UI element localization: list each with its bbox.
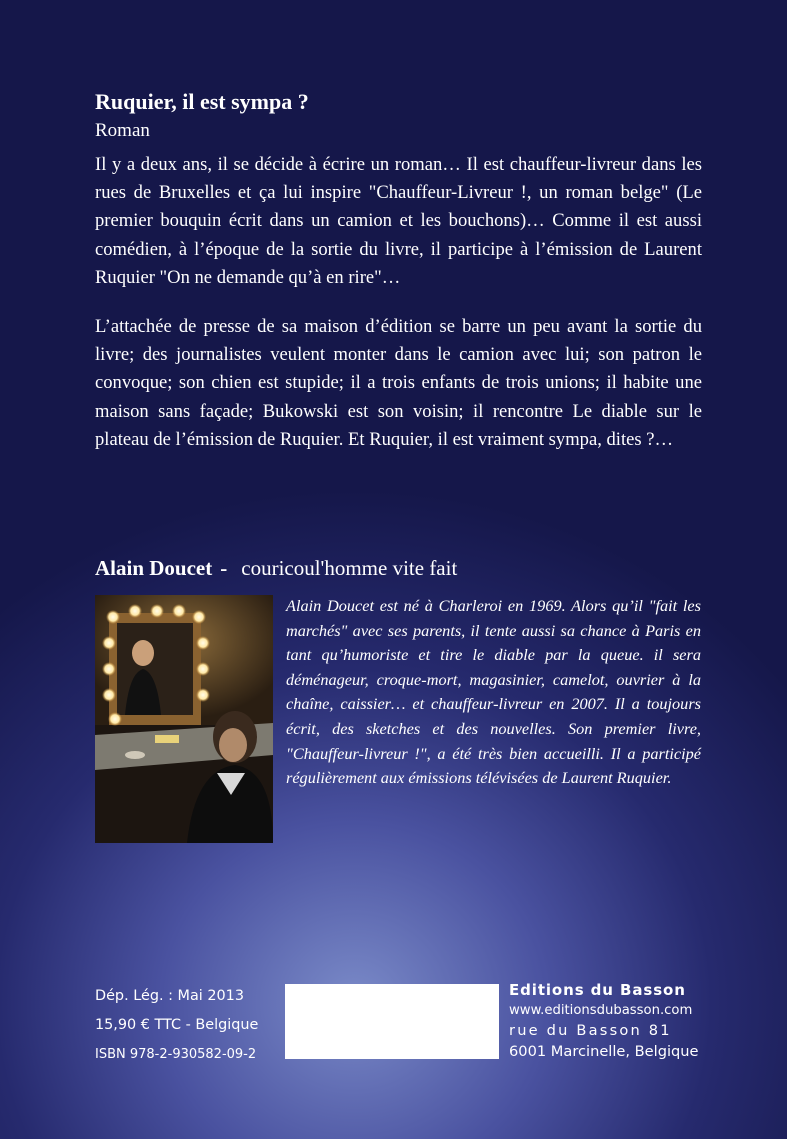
book-genre: Roman xyxy=(95,120,150,141)
author-tagline: couricoul'homme vite fait xyxy=(241,556,458,580)
synopsis-paragraph-2: L’attachée de presse de sa maison d’édition se barre un peu avant la sortie du livre; des journalistes veulent monter dans le camion avec lui; son patron le convoque; son chien est stupide; il a trois enfants de trois unions; il habite une maison sans façade; Bukowski est son voisin; il rencontre Le diable sur le plateau de l’émission de Ruquier. Et Ruquier, il est vraiment sympa, dites ?… xyxy=(95,316,702,450)
book-title: Ruquier, il est sympa ? xyxy=(95,89,309,114)
publisher-website: www.editionsdubasson.com xyxy=(509,1002,693,1018)
publisher-info xyxy=(509,980,699,1062)
price: 15,90 € TTC - Belgique xyxy=(95,1017,259,1033)
legal-deposit: Dép. Lég. : Mai 2013 xyxy=(95,988,244,1004)
legal-info xyxy=(95,982,273,1069)
author-bio: Alain Doucet est né à Charleroi en 1969. Alors qu’il "fait les marchés" avec ses parents, il tente aussi sa chance à Paris en tant qu’humoriste et tire le diable par la queue. il sera déménageur, croque-mort, magasinier, camelot, ouvrier à la chaîne, caissier… et chauffeur-livreur en 2007. Il a toujours écrit, des sketches et des nouvelles. Son premier livre, "Chauffeur-livreur !", a été très bien accueilli. Il a participé régulièrement aux émissions télévisées de Laurent Ruquier. xyxy=(286,596,701,788)
synopsis-paragraph-1: Il y a deux ans, il se décide à écrire un roman… Il est chauffeur-livreur dans les rues de Bruxelles et ça lui inspire "Chauffeur-Livreur !, un roman belge" (Le premier bouquin écrit dans un camion et les bouchons)… Comme il est aussi comédien, à l’époque de la sortie du livre, il participe à l’émission de Laurent Ruquier "On ne demande qu’à en rire"… xyxy=(95,154,702,288)
publisher-name: Editions du Basson xyxy=(509,981,686,999)
author-name: Alain Doucet xyxy=(95,556,213,580)
isbn: ISBN 978-2-930582-09-2 xyxy=(95,1047,257,1062)
author-separator: - xyxy=(220,556,228,580)
author-photo xyxy=(95,595,273,843)
barcode-area xyxy=(285,984,499,1059)
publisher-city: 6001 Marcinelle, Belgique xyxy=(509,1042,699,1060)
publisher-street: rue du Basson 81 xyxy=(509,1022,672,1039)
author-heading xyxy=(95,556,457,581)
